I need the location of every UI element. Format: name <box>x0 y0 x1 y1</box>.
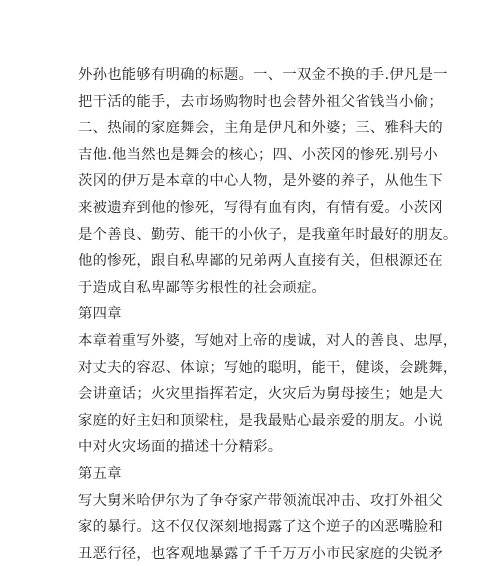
text-line: 于造成自私卑鄙等劣根性的社会顽症。 <box>78 279 327 296</box>
text-line: 对丈夫的容忍、体谅；写她的聪明，能干，健谈，会跳舞， <box>78 359 458 376</box>
text-line: 家庭的好主妇和顶梁柱，是我最贴心最亲爱的朋友。小说 <box>78 412 443 429</box>
text-line: 二、热闹的家庭舞会，主角是伊凡和外婆；三、雅科夫的 <box>78 120 443 137</box>
text-line: 中对火灾场面的描述十分精彩。 <box>78 439 283 456</box>
text-line: 他的惨死，跟自私卑鄙的兄弟两人直接有关，但根源还在 <box>78 253 443 270</box>
chapter-five-heading: 第五章 <box>78 465 122 482</box>
chapter-four-heading: 第四章 <box>78 306 122 323</box>
text-line: 会讲童话；火灾里指挥若定，火灾后为舅母接生；她是大 <box>78 386 443 403</box>
text-line: 来被遗弃到他的惨死，写得有血有肉，有情有爱。小茨冈 <box>78 199 443 216</box>
paragraph-chapter-five <box>78 488 443 566</box>
text-line: 丑恶行径，也客观地暴露了千千万万小市民家庭的尖锐矛 <box>78 545 443 562</box>
paragraph-chapter-three-summary <box>78 62 458 301</box>
text-line: 吉他.他当然也是舞会的核心；四、小茨冈的惨死.别号小 <box>78 146 439 163</box>
document-body <box>78 62 458 566</box>
text-line: 本章着重写外婆，写她对上帝的虔诚，对人的善良、忠厚， <box>78 332 458 349</box>
paragraph-chapter-four <box>78 328 458 461</box>
text-line: 茨冈的伊万是本章的中心人物，是外婆的养子，从他生下 <box>78 173 443 190</box>
text-line: 把干活的能手，去市场购物时也会替外祖父省钱当小偷； <box>78 93 443 110</box>
text-line: 家的暴行。这不仅仅深刻地揭露了这个逆子的凶恶嘴脸和 <box>78 519 443 536</box>
text-line: 外孙也能够有明确的标题。一、一双金不换的手.伊凡是一 <box>78 67 448 83</box>
text-line: 写大舅米哈伊尔为了争夺家产带领流氓冲击、攻打外祖父 <box>78 492 443 509</box>
text-line: 是个善良、勤劳、能干的小伙子，是我童年时最好的朋友。 <box>78 226 458 243</box>
